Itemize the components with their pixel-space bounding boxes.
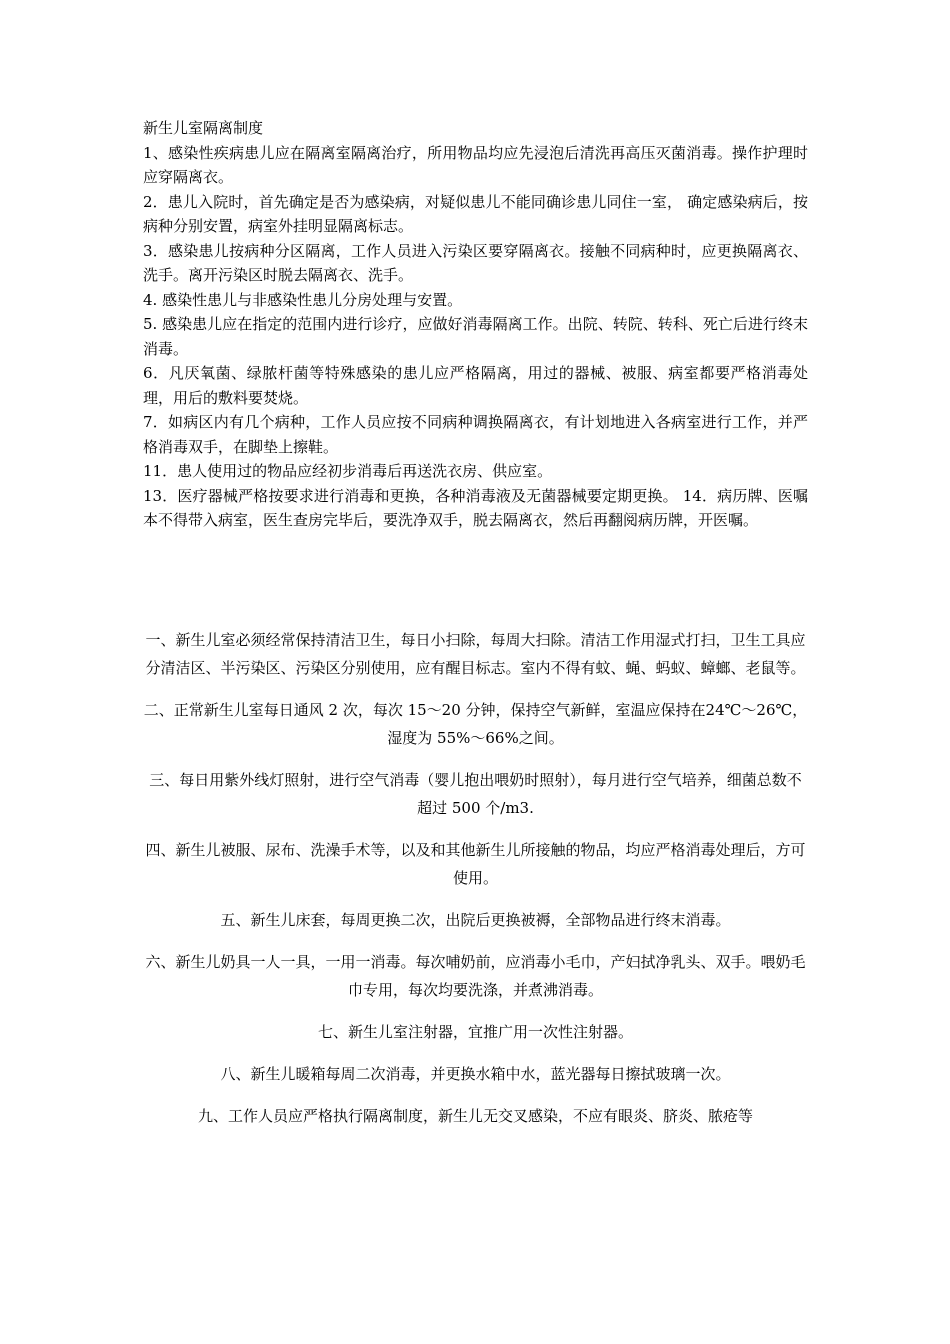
isolation-item: 11．患人使用过的物品应经初步消毒后再送洗衣房、供应室。 (143, 462, 553, 480)
isolation-item: 5. 感染患儿应在指定的范围内进行诊疗，应做好消毒隔离工作。出院、转院、转科、死亡后进行终末消毒。 (143, 315, 808, 358)
hygiene-item: 四、新生儿被服、尿布、洗澡手术等，以及和其他新生儿所接触的物品，均应严格消毒处理后，方可使用。 (145, 841, 806, 887)
hygiene-item: 六、新生儿奶具一人一具，一用一消毒。每次哺奶前，应消毒小毛巾，产妇拭净乳头、双手。喂奶毛巾专用，每次均要洗涤，并煮沸消毒。 (145, 953, 806, 999)
isolation-item: 2．患儿入院时，首先确定是否为感染病，对疑似患儿不能同确诊患儿同住一室， 确定感染病后，按病种分别安置，病室外挂明显隔离标志。 (143, 192, 808, 235)
isolation-item: 13．医疗器械严格按要求进行消毒和更换，各种消毒液及无菌器械要定期更换。 14．病历牌、医嘱本不得带入病室，医生查房完毕后，要洗净双手，脱去隔离衣，然后再翻阅病历牌，开医嘱。 (143, 486, 808, 529)
document-title: 新生儿室隔离制度 (143, 119, 264, 137)
hygiene-item: 七、新生儿室注射器，宜推广用一次性注射器。 (317, 1023, 633, 1041)
hygiene-rules-section (143, 626, 808, 1144)
isolation-item: 1、感染性疾病患儿应在隔离室隔离治疗，所用物品均应先浸泡后清洗再高压灭菌消毒。操作护理时应穿隔离衣。 (143, 143, 808, 186)
hygiene-item: 一、新生儿室必须经常保持清洁卫生，每日小扫除，每周大扫除。清洁工作用湿式打扫，卫生工具应分清洁区、半污染区、污染区分别使用，应有醒目标志。室内不得有蚊、蝇、蚂蚁、蟑螂、老鼠等。 (145, 631, 806, 677)
hygiene-item: 三、每日用紫外线灯照射，进行空气消毒（婴儿抱出喂奶时照射），每月进行空气培养，细菌总数不超过 500 个/m3. (149, 771, 802, 817)
isolation-item: 7．如病区内有几个病种，工作人员应按不同病种调换隔离衣，有计划地进入各病室进行工作，并严格消毒双手，在脚垫上擦鞋。 (143, 413, 808, 456)
hygiene-item: 八、新生儿暖箱每周二次消毒，并更换水箱中水，蓝光器每日擦拭玻璃一次。 (220, 1065, 731, 1083)
hygiene-item: 九、工作人员应严格执行隔离制度，新生儿无交叉感染，不应有眼炎、脐炎、脓疮等 (197, 1107, 753, 1125)
isolation-rules-section (143, 116, 808, 533)
hygiene-item: 五、新生儿床套，每周更换二次，出院后更换被褥，全部物品进行终末消毒。 (220, 911, 731, 929)
isolation-item: 3．感染患儿按病种分区隔离，工作人员进入污染区要穿隔离衣。接触不同病种时，应更换隔离衣、洗手。离开污染区时脱去隔离衣、洗手。 (143, 241, 808, 284)
hygiene-item: 二、正常新生儿室每日通风 2 次，每次 15～20 分钟，保持空气新鲜，室温应保持在24℃～26℃，湿度为 55%～66%之间。 (143, 701, 808, 747)
isolation-item: 6．凡厌氧菌、绿脓杆菌等特殊感染的患儿应严格隔离，用过的器械、被服、病室都要严格消毒处理，用后的敷料要焚烧。 (143, 364, 808, 407)
isolation-item: 4. 感染性患儿与非感染性患儿分房处理与安置。 (143, 290, 463, 309)
